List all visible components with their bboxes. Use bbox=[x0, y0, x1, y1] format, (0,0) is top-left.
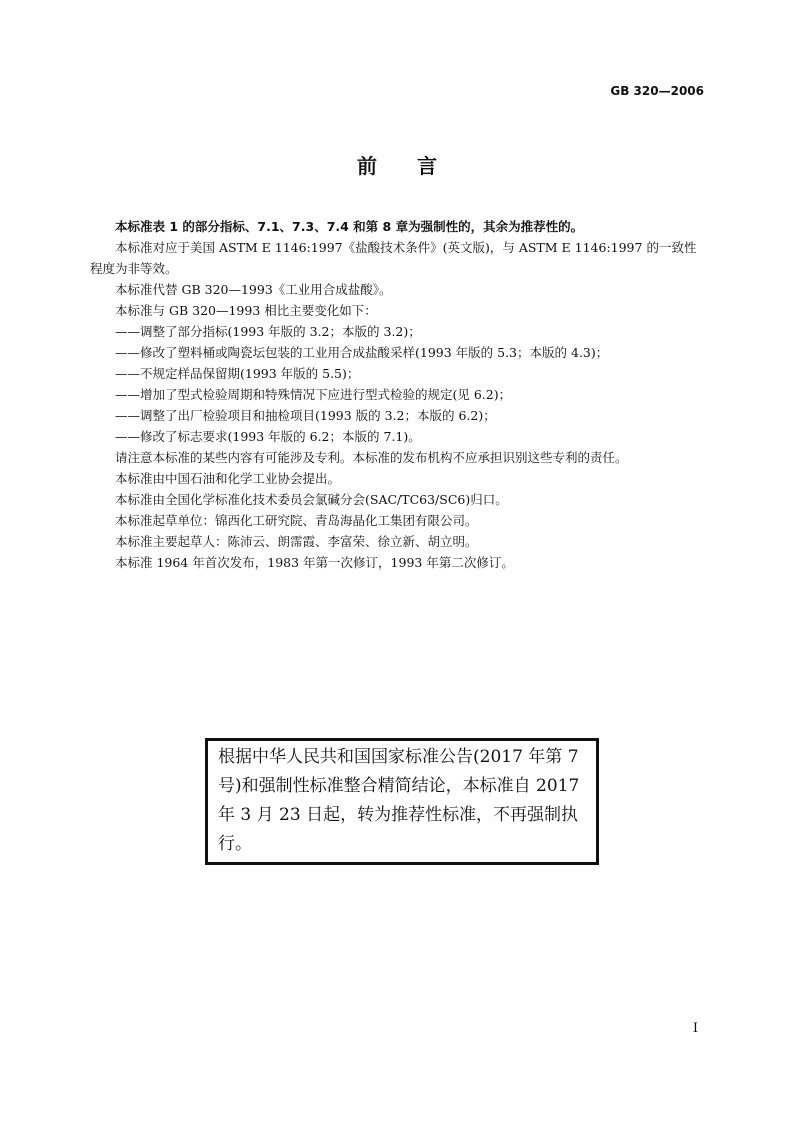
paragraph-patent-notice: 请注意本标准的某些内容有可能涉及专利。本标准的发布机构不应承担识别这些专利的责任。 bbox=[115, 450, 628, 465]
change-item: ——修改了塑料桶或陶瓷坛包装的工业用合成盐酸采样(1993 年版的 5.3；本版的 4.3)； bbox=[115, 345, 609, 360]
change-item: ——调整了部分指标(1993 年版的 3.2；本版的 3.2)； bbox=[115, 324, 421, 339]
paragraph-drafting-units: 本标准起草单位：锦西化工研究院、青岛海晶化工集团有限公司。 bbox=[115, 513, 478, 528]
notice-box: 根据中华人民共和国国家标准公告(2017 年第 7 号)和强制性标准整合精简结论，本标准自 2017 年 3 月 23 日起，转为推荐性标准，不再强制执行。 bbox=[205, 738, 599, 865]
paragraph-centralized-by: 本标准由全国化学标准化技术委员会氯碱分会(SAC/TC63/SC6)归口。 bbox=[115, 492, 508, 507]
change-item: ——调整了出厂检验项目和抽检项目(1993 版的 3.2；本版的 6.2)； bbox=[115, 408, 496, 423]
page-number: I bbox=[692, 1021, 698, 1036]
change-item: ——修改了标志要求(1993 年版的 6.2；本版的 7.1)。 bbox=[115, 429, 421, 444]
paragraph-drafters: 本标准主要起草人：陈沛云、朗霈霞、李富荣、徐立新、胡立明。 bbox=[115, 534, 478, 549]
paragraph-replaces: 本标准代替 GB 320—1993《工业用合成盐酸》。 bbox=[115, 282, 392, 297]
change-item: ——不规定样品保留期(1993 年版的 5.5)； bbox=[115, 366, 360, 381]
page-title: 前言 bbox=[357, 154, 477, 178]
paragraph-mandatory-scope: 本标准表 1 的部分指标、7.1、7.3、7.4 和第 8 章为强制性的，其余为推荐性的。 bbox=[115, 219, 584, 234]
change-item: ——增加了型式检验周期和特殊情况下应进行型式检验的规定(见 6.2)； bbox=[115, 387, 512, 402]
paragraph-changes-intro: 本标准与 GB 320—1993 相比主要变化如下： bbox=[115, 303, 377, 318]
paragraph-proposed-by: 本标准由中国石油和化学工业协会提出。 bbox=[115, 471, 341, 486]
standard-code: GB 320—2006 bbox=[610, 84, 704, 98]
paragraph-correspondence: 本标准对应于美国 ASTM E 1146:1997《盐酸技术条件》(英文版)，与 ASTM E 1146:1997 的一致性程度为非等效。 bbox=[90, 240, 697, 276]
preface-body bbox=[90, 216, 704, 573]
paragraph-history: 本标准 1964 年首次发布，1983 年第一次修订，1993 年第二次修订。 bbox=[115, 555, 514, 570]
